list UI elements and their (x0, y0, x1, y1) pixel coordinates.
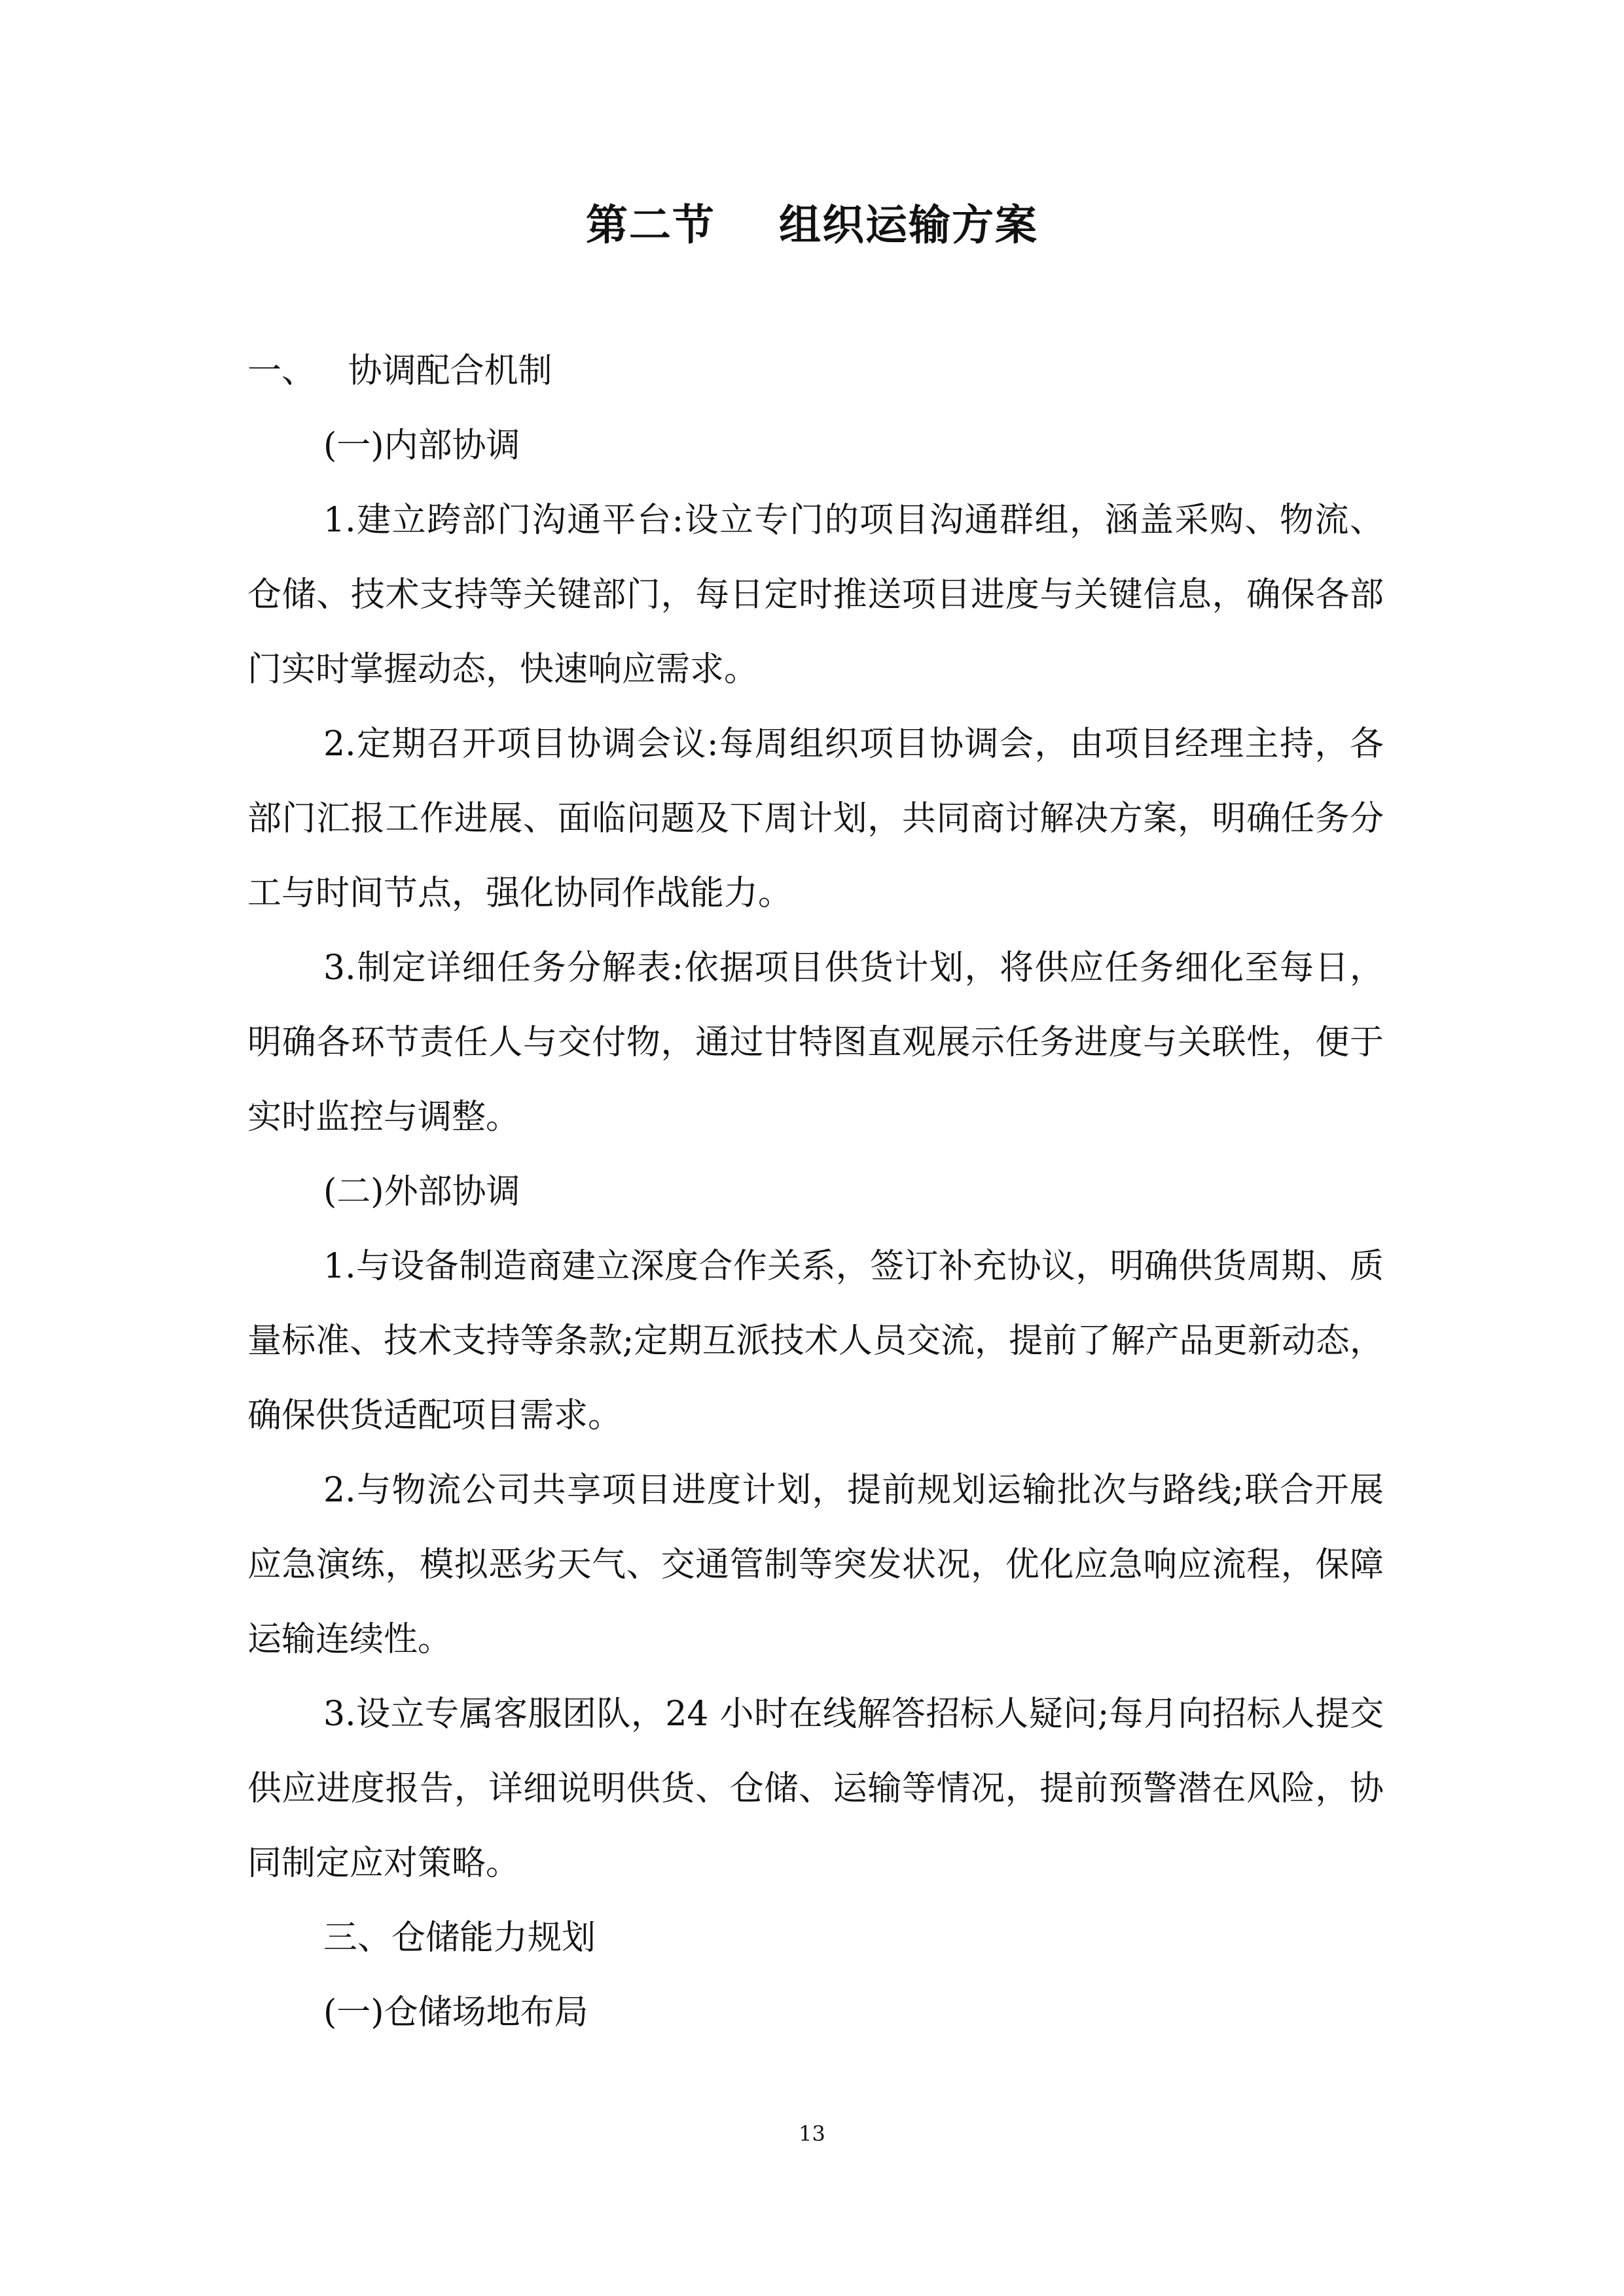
paragraph-logistics-sharing: 2.与物流公司共享项目进度计划，提前规划运输批次与路线;联合开展应急演练，模拟恶劣天气、交通管制等突发状况，优化应急响应流程，保障运输连续性。 (247, 1471, 1384, 1659)
paragraph-task-breakdown: 3.制定详细任务分解表:依据项目供货计划，将供应任务细化至每日，明确各环节责任人与交付物，通过甘特图直观展示任务进度与关联性，便于实时监控与调整。 (247, 948, 1384, 1137)
heading-storage-planning: 三、仓储能力规划 (323, 1918, 596, 1958)
paragraph-coordination-meeting: 2.定期召开项目协调会议:每周组织项目协调会，由项目经理主持，各部门汇报工作进展、面临问题及下周计划，共同商讨解决方案，明确任务分工与时间节点，强化协同作战能力。 (247, 725, 1384, 913)
heading-coordination-mechanism: 一、 协调配合机制 (247, 351, 552, 391)
document-body (247, 334, 1384, 2050)
paragraph-manufacturer-cooperation: 1.与设备制造商建立深度合作关系，签订补充协议，明确供货周期、质量标准、技术支持等条款;定期互派技术人员交流，提前了解产品更新动态，确保供货适配项目需求。 (247, 1247, 1384, 1435)
subheading-external-coordination: (二)外部协调 (323, 1172, 520, 1211)
page-number: 13 (799, 2121, 825, 2146)
subheading-internal-coordination: (一)内部协调 (323, 426, 520, 465)
section-title: 第二节 组织运输方案 (585, 202, 1039, 250)
subheading-storage-layout: (一)仓储场地布局 (323, 1993, 588, 2032)
paragraph-customer-service: 3.设立专属客服团队，24 小时在线解答招标人疑问;每月向招标人提交供应进度报告，详细说明供货、仓储、运输等情况，提前预警潜在风险，协同制定应对策略。 (247, 1695, 1384, 1883)
paragraph-communication-platform: 1.建立跨部门沟通平台:设立专门的项目沟通群组，涵盖采购、物流、仓储、技术支持等关键部门，每日定时推送项目进度与关键信息，确保各部门实时掌握动态，快速响应需求。 (247, 501, 1384, 689)
